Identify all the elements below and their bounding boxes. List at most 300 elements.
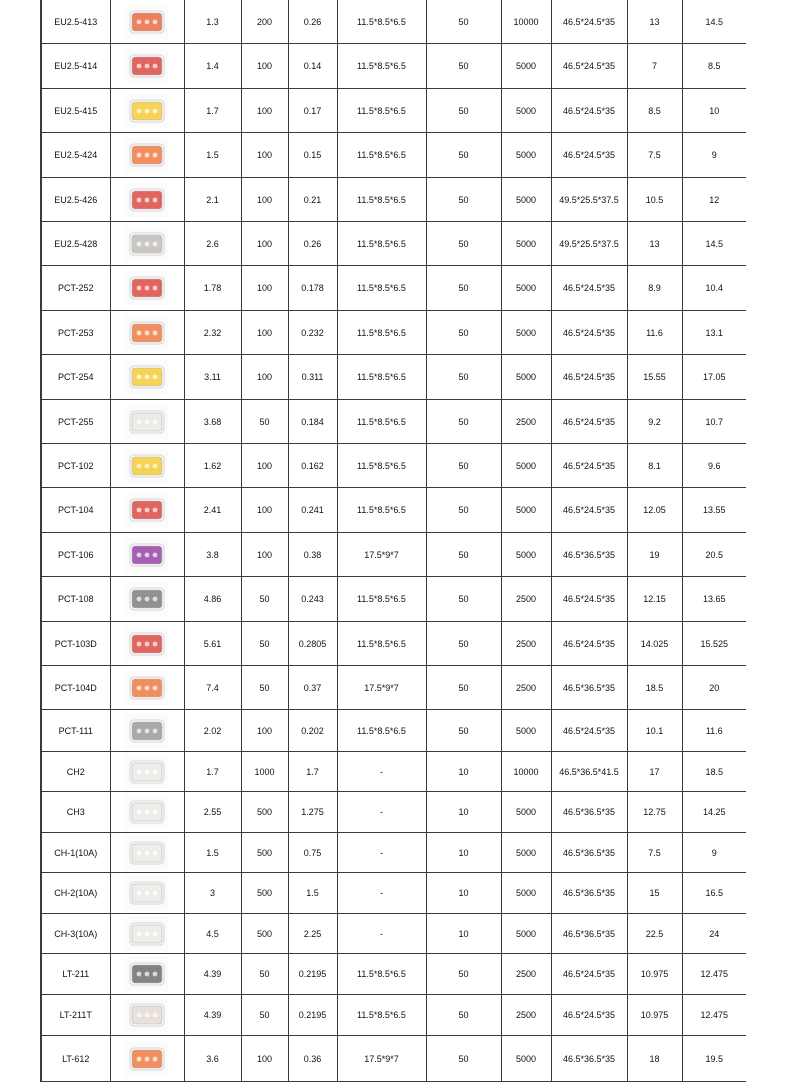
carton-size-cell: 46.5*24.5*35 <box>551 954 627 995</box>
thumb-cell <box>110 444 184 488</box>
net-weight-cell: 11.6 <box>627 311 682 355</box>
pack-qty-cell: 500 <box>241 833 288 873</box>
thumb-cell <box>110 178 184 222</box>
product-size-cell: 11.5*8.5*6.5 <box>337 400 426 444</box>
thumb-cell <box>110 577 184 622</box>
product-size-cell: 11.5*8.5*6.5 <box>337 995 426 1036</box>
thumb-cell <box>110 533 184 577</box>
table-row <box>41 89 746 133</box>
model-cell: PCT-104 <box>41 488 110 533</box>
net-weight-cell: 10.5 <box>627 178 682 222</box>
table-row <box>41 1036 746 1082</box>
inner-qty-cell: 10 <box>426 833 501 873</box>
table-row <box>41 873 746 914</box>
thumb-cell <box>110 266 184 311</box>
gross-weight-cell: 12.475 <box>682 995 746 1036</box>
table-row <box>41 133 746 178</box>
net-weight-cell: 13 <box>627 222 682 266</box>
inner-qty-cell: 10 <box>426 752 501 792</box>
net-weight-cell: 18 <box>627 1036 682 1082</box>
push-in-connector-4-red-icon <box>125 493 169 527</box>
bag-weight-cell: 0.17 <box>288 89 337 133</box>
bag-weight-cell: 0.162 <box>288 444 337 488</box>
inner-qty-cell: 50 <box>426 133 501 178</box>
pack-qty-cell: 100 <box>241 222 288 266</box>
thumb-cell <box>110 44 184 89</box>
bag-weight-cell: 0.311 <box>288 355 337 400</box>
thumb-cell <box>110 954 184 995</box>
carton-qty-cell: 5000 <box>501 873 551 914</box>
thumb-cell <box>110 488 184 533</box>
lever-connector-3-orange-icon <box>125 316 169 350</box>
table-row <box>41 666 746 710</box>
8-port-block-connector-grey-icon <box>125 227 169 261</box>
bag-weight-cell: 2.25 <box>288 914 337 954</box>
bag-weight-cell: 0.26 <box>288 222 337 266</box>
model-cell: PCT-102 <box>41 444 110 488</box>
inner-qty-cell: 50 <box>426 1036 501 1082</box>
inner-qty-cell: 50 <box>426 444 501 488</box>
gross-weight-cell: 12.475 <box>682 954 746 995</box>
carton-size-cell: 46.5*36.5*35 <box>551 873 627 914</box>
net-weight-cell: 12.75 <box>627 792 682 833</box>
unit-value-cell: 2.02 <box>184 710 241 752</box>
gross-weight-cell: 9 <box>682 133 746 178</box>
gross-weight-cell: 19.5 <box>682 1036 746 1082</box>
table-row <box>41 444 746 488</box>
gross-weight-cell: 9 <box>682 833 746 873</box>
gross-weight-cell: 17.05 <box>682 355 746 400</box>
product-size-cell: 11.5*8.5*6.5 <box>337 954 426 995</box>
gross-weight-cell: 14.5 <box>682 0 746 44</box>
carton-size-cell: 46.5*36.5*35 <box>551 914 627 954</box>
product-size-cell: 11.5*8.5*6.5 <box>337 488 426 533</box>
pack-qty-cell: 100 <box>241 355 288 400</box>
carton-size-cell: 46.5*24.5*35 <box>551 311 627 355</box>
gross-weight-cell: 20 <box>682 666 746 710</box>
push-in-connector-8-grey-icon <box>125 582 169 616</box>
carton-size-cell: 46.5*36.5*35 <box>551 833 627 873</box>
quick-terminal-2-white-icon <box>125 876 169 910</box>
thumb-cell <box>110 622 184 666</box>
product-size-cell: 11.5*8.5*6.5 <box>337 577 426 622</box>
carton-qty-cell: 2500 <box>501 622 551 666</box>
unit-value-cell: 2.55 <box>184 792 241 833</box>
pack-qty-cell: 100 <box>241 311 288 355</box>
pack-qty-cell: 50 <box>241 400 288 444</box>
product-size-cell: 11.5*8.5*6.5 <box>337 133 426 178</box>
carton-qty-cell: 2500 <box>501 954 551 995</box>
push-in-connector-3-red-icon <box>125 627 169 661</box>
pack-qty-cell: 100 <box>241 44 288 89</box>
carton-qty-cell: 10000 <box>501 0 551 44</box>
unit-value-cell: 3 <box>184 873 241 914</box>
unit-value-cell: 4.39 <box>184 995 241 1036</box>
carton-size-cell: 46.5*36.5*35 <box>551 1036 627 1082</box>
carton-size-cell: 46.5*24.5*35 <box>551 89 627 133</box>
pack-qty-cell: 100 <box>241 89 288 133</box>
thumb-cell <box>110 222 184 266</box>
table-row <box>41 792 746 833</box>
net-weight-cell: 7.5 <box>627 833 682 873</box>
thumb-cell <box>110 752 184 792</box>
product-spec-body <box>41 0 746 1082</box>
unit-value-cell: 2.1 <box>184 178 241 222</box>
inner-qty-cell: 50 <box>426 222 501 266</box>
product-size-cell: 11.5*8.5*6.5 <box>337 311 426 355</box>
net-weight-cell: 15 <box>627 873 682 914</box>
gross-weight-cell: 14.25 <box>682 792 746 833</box>
inner-qty-cell: 50 <box>426 666 501 710</box>
carton-qty-cell: 2500 <box>501 995 551 1036</box>
model-cell: EU2.5-414 <box>41 44 110 89</box>
net-weight-cell: 10.1 <box>627 710 682 752</box>
product-size-cell: - <box>337 792 426 833</box>
bag-weight-cell: 0.36 <box>288 1036 337 1082</box>
carton-size-cell: 46.5*24.5*35 <box>551 400 627 444</box>
carton-qty-cell: 5000 <box>501 133 551 178</box>
bag-weight-cell: 0.37 <box>288 666 337 710</box>
gross-weight-cell: 8.5 <box>682 44 746 89</box>
unit-value-cell: 7.4 <box>184 666 241 710</box>
net-weight-cell: 18.5 <box>627 666 682 710</box>
carton-qty-cell: 5000 <box>501 178 551 222</box>
inner-qty-cell: 50 <box>426 622 501 666</box>
unit-value-cell: 1.7 <box>184 89 241 133</box>
inline-lever-connector-clear-icon <box>125 998 169 1032</box>
product-size-cell: 11.5*8.5*6.5 <box>337 622 426 666</box>
product-size-cell: 17.5*9*7 <box>337 1036 426 1082</box>
unit-value-cell: 1.4 <box>184 44 241 89</box>
gross-weight-cell: 16.5 <box>682 873 746 914</box>
carton-size-cell: 46.5*24.5*35 <box>551 488 627 533</box>
gross-weight-cell: 11.6 <box>682 710 746 752</box>
bag-weight-cell: 0.2195 <box>288 954 337 995</box>
pack-qty-cell: 100 <box>241 178 288 222</box>
carton-size-cell: 46.5*24.5*35 <box>551 133 627 178</box>
carton-size-cell: 49.5*25.5*37.5 <box>551 222 627 266</box>
unit-value-cell: 3.6 <box>184 1036 241 1082</box>
pack-qty-cell: 50 <box>241 666 288 710</box>
model-cell: PCT-254 <box>41 355 110 400</box>
pack-qty-cell: 100 <box>241 710 288 752</box>
net-weight-cell: 22.5 <box>627 914 682 954</box>
lever-connector-2-red-icon <box>125 271 169 305</box>
net-weight-cell: 12.05 <box>627 488 682 533</box>
spring-terminal-3-white-icon <box>125 795 169 829</box>
compact-5-port-connector-yellow-icon <box>125 94 169 128</box>
pack-qty-cell: 50 <box>241 954 288 995</box>
gross-weight-cell: 24 <box>682 914 746 954</box>
product-spec-table <box>40 0 746 1082</box>
thumb-cell <box>110 833 184 873</box>
pack-qty-cell: 100 <box>241 133 288 178</box>
unit-value-cell: 1.62 <box>184 444 241 488</box>
6-port-block-connector-red-icon <box>125 183 169 217</box>
model-cell: CH-2(10A) <box>41 873 110 914</box>
table-row <box>41 400 746 444</box>
model-cell: CH2 <box>41 752 110 792</box>
bag-weight-cell: 1.5 <box>288 873 337 914</box>
product-size-cell: - <box>337 914 426 954</box>
inner-qty-cell: 50 <box>426 577 501 622</box>
carton-size-cell: 46.5*36.5*41.5 <box>551 752 627 792</box>
model-cell: CH3 <box>41 792 110 833</box>
pack-qty-cell: 100 <box>241 1036 288 1082</box>
pack-qty-cell: 500 <box>241 873 288 914</box>
gross-weight-cell: 14.5 <box>682 222 746 266</box>
inner-qty-cell: 50 <box>426 995 501 1036</box>
net-weight-cell: 12.15 <box>627 577 682 622</box>
carton-qty-cell: 2500 <box>501 400 551 444</box>
compact-4-port-connector-red-icon <box>125 49 169 83</box>
inner-qty-cell: 50 <box>426 89 501 133</box>
model-cell: PCT-106 <box>41 533 110 577</box>
model-cell: EU2.5-428 <box>41 222 110 266</box>
bag-weight-cell: 0.26 <box>288 0 337 44</box>
unit-value-cell: 4.86 <box>184 577 241 622</box>
carton-qty-cell: 2500 <box>501 666 551 710</box>
product-size-cell: 11.5*8.5*6.5 <box>337 444 426 488</box>
inner-qty-cell: 50 <box>426 533 501 577</box>
rail-terminal-grey-icon <box>125 714 169 748</box>
thumb-cell <box>110 311 184 355</box>
table-row <box>41 44 746 89</box>
model-cell: LT-612 <box>41 1036 110 1082</box>
push-in-connector-6-purple-icon <box>125 538 169 572</box>
inner-qty-cell: 50 <box>426 44 501 89</box>
net-weight-cell: 10.975 <box>627 995 682 1036</box>
inner-qty-cell: 50 <box>426 311 501 355</box>
bag-weight-cell: 1.7 <box>288 752 337 792</box>
gross-weight-cell: 20.5 <box>682 533 746 577</box>
net-weight-cell: 10.975 <box>627 954 682 995</box>
unit-value-cell: 4.5 <box>184 914 241 954</box>
product-size-cell: 11.5*8.5*6.5 <box>337 710 426 752</box>
carton-qty-cell: 5000 <box>501 444 551 488</box>
carton-qty-cell: 5000 <box>501 533 551 577</box>
bag-weight-cell: 0.2805 <box>288 622 337 666</box>
table-row <box>41 622 746 666</box>
carton-qty-cell: 5000 <box>501 355 551 400</box>
model-cell: PCT-255 <box>41 400 110 444</box>
product-size-cell: 11.5*8.5*6.5 <box>337 355 426 400</box>
4-port-block-connector-orange-icon <box>125 138 169 172</box>
table-row <box>41 833 746 873</box>
net-weight-cell: 7 <box>627 44 682 89</box>
lever-connector-4-yellow-icon <box>125 360 169 394</box>
inner-qty-cell: 50 <box>426 266 501 311</box>
inline-lever-connector-grey-icon <box>125 957 169 991</box>
inner-qty-cell: 10 <box>426 792 501 833</box>
inner-qty-cell: 50 <box>426 710 501 752</box>
carton-qty-cell: 5000 <box>501 266 551 311</box>
quick-terminal-3-white-icon <box>125 917 169 951</box>
carton-size-cell: 46.5*36.5*35 <box>551 666 627 710</box>
quick-terminal-1-white-icon <box>125 836 169 870</box>
carton-qty-cell: 2500 <box>501 577 551 622</box>
bag-weight-cell: 0.15 <box>288 133 337 178</box>
table-row <box>41 266 746 311</box>
thumb-cell <box>110 873 184 914</box>
carton-size-cell: 46.5*24.5*35 <box>551 0 627 44</box>
carton-size-cell: 46.5*24.5*35 <box>551 710 627 752</box>
unit-value-cell: 1.3 <box>184 0 241 44</box>
bag-weight-cell: 0.184 <box>288 400 337 444</box>
unit-value-cell: 4.39 <box>184 954 241 995</box>
product-size-cell: - <box>337 833 426 873</box>
pack-qty-cell: 500 <box>241 792 288 833</box>
inner-qty-cell: 50 <box>426 355 501 400</box>
unit-value-cell: 2.41 <box>184 488 241 533</box>
product-size-cell: - <box>337 752 426 792</box>
lever-connector-5-white-icon <box>125 405 169 439</box>
unit-value-cell: 1.78 <box>184 266 241 311</box>
carton-qty-cell: 5000 <box>501 44 551 89</box>
pack-qty-cell: 50 <box>241 577 288 622</box>
carton-size-cell: 46.5*36.5*35 <box>551 533 627 577</box>
table-row <box>41 954 746 995</box>
gross-weight-cell: 15.525 <box>682 622 746 666</box>
table-row <box>41 311 746 355</box>
inner-qty-cell: 50 <box>426 488 501 533</box>
carton-size-cell: 49.5*25.5*37.5 <box>551 178 627 222</box>
push-in-connector-2-yellow-icon <box>125 449 169 483</box>
gross-weight-cell: 9.6 <box>682 444 746 488</box>
unit-value-cell: 1.5 <box>184 833 241 873</box>
model-cell: CH-3(10A) <box>41 914 110 954</box>
inner-qty-cell: 50 <box>426 400 501 444</box>
inner-qty-cell: 50 <box>426 954 501 995</box>
carton-qty-cell: 5000 <box>501 792 551 833</box>
table-row <box>41 995 746 1036</box>
table-row <box>41 710 746 752</box>
net-weight-cell: 19 <box>627 533 682 577</box>
net-weight-cell: 7.5 <box>627 133 682 178</box>
model-cell: EU2.5-415 <box>41 89 110 133</box>
carton-size-cell: 46.5*24.5*35 <box>551 577 627 622</box>
unit-value-cell: 3.68 <box>184 400 241 444</box>
unit-value-cell: 1.7 <box>184 752 241 792</box>
thumb-cell <box>110 995 184 1036</box>
table-row <box>41 577 746 622</box>
table-row <box>41 0 746 44</box>
net-weight-cell: 17 <box>627 752 682 792</box>
table-row <box>41 533 746 577</box>
carton-qty-cell: 10000 <box>501 752 551 792</box>
table-row <box>41 488 746 533</box>
gross-weight-cell: 10 <box>682 89 746 133</box>
pack-qty-cell: 100 <box>241 266 288 311</box>
model-cell: EU2.5-413 <box>41 0 110 44</box>
model-cell: LT-211 <box>41 954 110 995</box>
carton-size-cell: 46.5*24.5*35 <box>551 355 627 400</box>
model-cell: PCT-252 <box>41 266 110 311</box>
carton-size-cell: 46.5*24.5*35 <box>551 44 627 89</box>
pack-qty-cell: 100 <box>241 533 288 577</box>
model-cell: CH-1(10A) <box>41 833 110 873</box>
unit-value-cell: 5.61 <box>184 622 241 666</box>
thumb-cell <box>110 400 184 444</box>
carton-size-cell: 46.5*24.5*35 <box>551 444 627 488</box>
product-size-cell: 11.5*8.5*6.5 <box>337 89 426 133</box>
thumb-cell <box>110 0 184 44</box>
thumb-cell <box>110 355 184 400</box>
carton-size-cell: 46.5*24.5*35 <box>551 622 627 666</box>
gross-weight-cell: 13.1 <box>682 311 746 355</box>
product-size-cell: 17.5*9*7 <box>337 666 426 710</box>
carton-qty-cell: 5000 <box>501 833 551 873</box>
table-row <box>41 914 746 954</box>
thumb-cell <box>110 89 184 133</box>
inner-qty-cell: 50 <box>426 0 501 44</box>
unit-value-cell: 1.5 <box>184 133 241 178</box>
carton-qty-cell: 5000 <box>501 710 551 752</box>
net-weight-cell: 8.5 <box>627 89 682 133</box>
pack-qty-cell: 50 <box>241 995 288 1036</box>
unit-value-cell: 3.8 <box>184 533 241 577</box>
carton-qty-cell: 5000 <box>501 488 551 533</box>
carton-size-cell: 46.5*24.5*35 <box>551 266 627 311</box>
bag-weight-cell: 0.21 <box>288 178 337 222</box>
carton-qty-cell: 5000 <box>501 89 551 133</box>
carton-qty-cell: 5000 <box>501 311 551 355</box>
carton-qty-cell: 5000 <box>501 1036 551 1082</box>
unit-value-cell: 2.32 <box>184 311 241 355</box>
carton-qty-cell: 5000 <box>501 914 551 954</box>
bag-weight-cell: 0.14 <box>288 44 337 89</box>
product-size-cell: - <box>337 873 426 914</box>
pack-qty-cell: 200 <box>241 0 288 44</box>
unit-value-cell: 2.6 <box>184 222 241 266</box>
thumb-cell <box>110 133 184 178</box>
pack-qty-cell: 100 <box>241 488 288 533</box>
model-cell: PCT-103D <box>41 622 110 666</box>
net-weight-cell: 8.9 <box>627 266 682 311</box>
product-size-cell: 11.5*8.5*6.5 <box>337 0 426 44</box>
product-size-cell: 11.5*8.5*6.5 <box>337 266 426 311</box>
product-size-cell: 11.5*8.5*6.5 <box>337 178 426 222</box>
net-weight-cell: 9.2 <box>627 400 682 444</box>
net-weight-cell: 15.55 <box>627 355 682 400</box>
push-in-connector-4-orange-icon <box>125 671 169 705</box>
carton-size-cell: 46.5*24.5*35 <box>551 995 627 1036</box>
net-weight-cell: 13 <box>627 0 682 44</box>
thumb-cell <box>110 1036 184 1082</box>
net-weight-cell: 14.025 <box>627 622 682 666</box>
gross-weight-cell: 10.7 <box>682 400 746 444</box>
model-cell: PCT-253 <box>41 311 110 355</box>
thumb-cell <box>110 792 184 833</box>
bag-weight-cell: 0.202 <box>288 710 337 752</box>
lever-connector-2x2-orange-icon <box>125 1042 169 1076</box>
pack-qty-cell: 500 <box>241 914 288 954</box>
pack-qty-cell: 1000 <box>241 752 288 792</box>
thumb-cell <box>110 710 184 752</box>
pack-qty-cell: 50 <box>241 622 288 666</box>
model-cell: PCT-108 <box>41 577 110 622</box>
inner-qty-cell: 50 <box>426 178 501 222</box>
gross-weight-cell: 18.5 <box>682 752 746 792</box>
bag-weight-cell: 0.178 <box>288 266 337 311</box>
thumb-cell <box>110 666 184 710</box>
model-cell: EU2.5-426 <box>41 178 110 222</box>
table-row <box>41 752 746 792</box>
thumb-cell <box>110 914 184 954</box>
product-size-cell: 17.5*9*7 <box>337 533 426 577</box>
gross-weight-cell: 12 <box>682 178 746 222</box>
unit-value-cell: 3.11 <box>184 355 241 400</box>
